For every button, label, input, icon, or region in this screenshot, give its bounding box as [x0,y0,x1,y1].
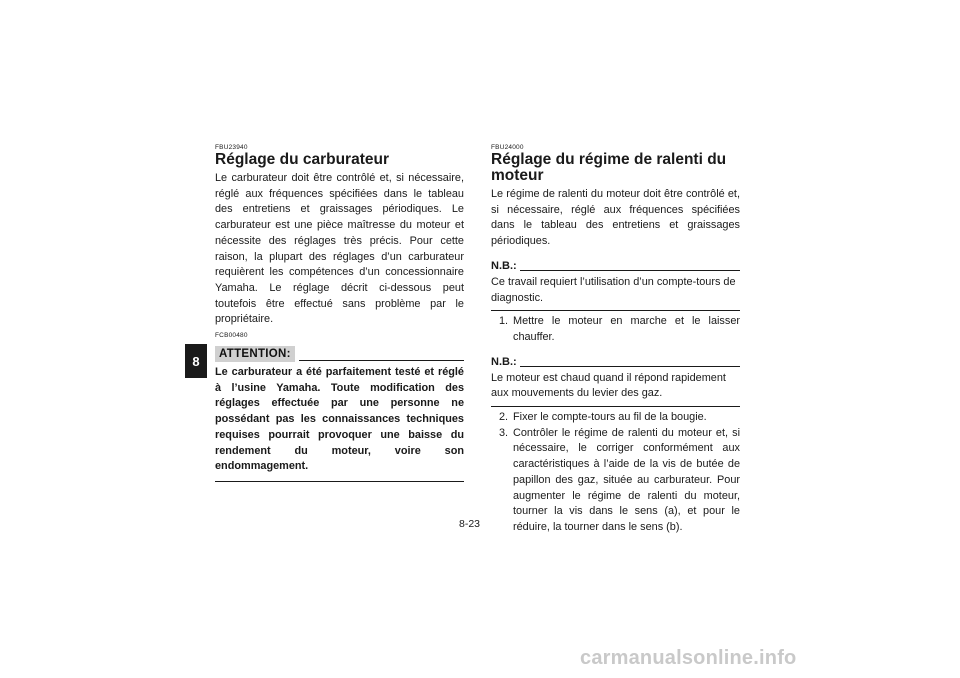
step-text: Mettre le moteur en marche et le laisser chauffer. [513,315,740,343]
note-label: N.B.: [491,355,517,368]
section-tab: 8 [185,344,207,378]
attention-end-rule [215,481,464,482]
section-title: Réglage du carburateur [215,151,389,168]
note-end-rule [491,310,740,311]
step-text: Contrôler le régime de ralenti du moteur et, si nécessaire, le corriger conformément aux caractéristiques à l’aide de la vis de butée de papillon des gaz, située au carburateur. Pour augmenter le régime de ralenti du moteur, tourner la vis dans le sens (a), et pour le réduire, la tourner dans le sens (b). [513,426,740,533]
note-text: Le moteur est chaud quand il répond rapidement aux mouvements du levier des gaz. [491,371,726,400]
note-header [491,260,740,273]
note-label: N.B.: [491,259,517,272]
attention-badge: ATTENTION: [215,346,295,362]
note-header [491,356,740,369]
section-body: Le carburateur doit être contrôlé et, si nécessaire, réglé aux fréquences spécifiées dans le tableau des entretiens et graissages périodiques. Le carburateur est une pièce maîtresse du moteur et nécessite des réglages très précis. Pour cette raison, la plupart des réglages d’un carburateur requièrent les compétences d’un concessionnaire Yamaha. Le réglage décrit ci-dessous peut toutefois être effectué sans problème par le propriétaire. [215,172,464,326]
list-item [499,426,740,536]
step-number: 1. [499,315,509,328]
section-code: FBU23940 [215,144,248,151]
note-rule [520,270,740,271]
section-title: Réglage du régime de ralenti du moteur [491,151,727,184]
left-column [215,144,464,482]
step-number: 3. [499,426,509,439]
list-item [499,410,740,426]
attention-header [215,346,464,362]
section-body: Le régime de ralenti du moteur doit être contrôlé et, si nécessaire, réglé aux fréquences spécifiées dans le tableau des entretiens et graissages périodiques. [491,188,740,248]
section-code: FBU24000 [491,144,524,151]
right-column [491,144,740,536]
step-text: Fixer le compte-tours au fil de la bougie. [513,411,707,424]
attention-text: Le carburateur a été parfaitement testé et réglé à l’usine Yamaha. Toute modification des réglages effectuée par une personne ne possédant pas les connaissances techniques requises pourrait provoquer une baisse du rendement du moteur, voire son endommagement. [215,366,464,473]
page-number: 8-23 [459,518,481,530]
attention-code: FCB00480 [215,332,248,340]
step-number: 2. [499,411,509,424]
list-item [499,314,740,345]
watermark: carmanualsonline.info [580,647,797,669]
note-rule [520,366,740,367]
note-end-rule [491,406,740,407]
attention-rule [299,360,464,361]
note-text: Ce travail requiert l’utilisation d’un compte-tours de diagnostic. [491,275,736,304]
